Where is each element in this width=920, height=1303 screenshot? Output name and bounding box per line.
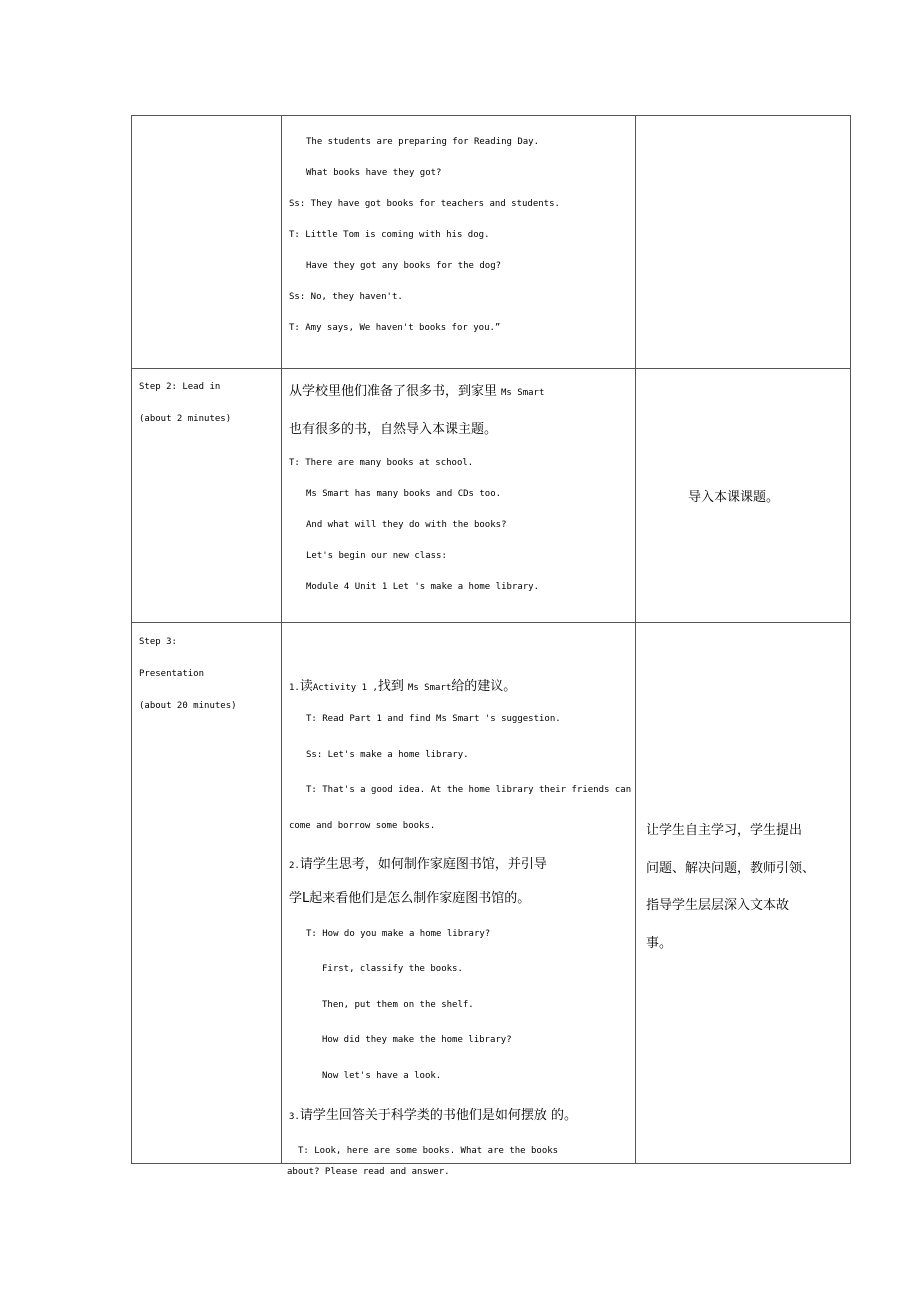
lesson-plan-table [131, 115, 851, 1164]
lead-in-description: 从学校里他们准备了很多书，到家里 Ms Smart [289, 384, 545, 399]
dialogue-line: Ss: No, they haven't. [289, 292, 403, 302]
dialogue-line: T: Look, here are some books. What are the books [298, 1146, 559, 1156]
dialogue-line: Module 4 Unit 1 Let 's make a home library. [306, 582, 539, 592]
table-row [132, 116, 851, 369]
step-title: Step 2: Lead in [139, 382, 221, 392]
note-cell [636, 623, 851, 1164]
task-2: 2.请学生思考，如何制作家庭图书馆，并引导 [289, 857, 547, 872]
teaching-note: 导入本课课题。 [688, 490, 780, 505]
dialogue-line: Have they got any books for the dog? [306, 261, 502, 271]
dialogue-line: The students are preparing for Reading Day. [306, 137, 539, 147]
dialogue-line: T: Read Part 1 and find Ms Smart 's suggestion. [306, 714, 561, 724]
lead-in-description-2: 也有很多的书，自然导入本课主题。 [289, 422, 498, 437]
note-cell [636, 369, 851, 623]
teaching-note-line: 事。 [646, 936, 673, 951]
content-cell [282, 623, 636, 1164]
step-duration: (about 2 minutes) [139, 414, 232, 424]
step-cell [132, 116, 282, 369]
dialogue-line: T: That's a good idea. At the home library their friends can [306, 785, 632, 795]
step-cell [132, 369, 282, 623]
content-cell [282, 369, 636, 623]
teaching-note-line: 指导学生层层深入文本故 [646, 898, 790, 913]
content-cell [282, 116, 636, 369]
dialogue-line: And what will they do with the books? [306, 520, 507, 530]
note-cell [636, 116, 851, 369]
table-row [132, 369, 851, 623]
dialogue-line: T: There are many books at school. [289, 458, 474, 468]
dialogue-line: Then, put them on the shelf. [322, 1000, 474, 1010]
dialogue-line: Let's begin our new class: [306, 551, 447, 561]
dialogue-line: How did they make the home library? [322, 1035, 512, 1045]
dialogue-line: Now let's have a look. [322, 1071, 442, 1081]
dialogue-continuation: about? Please read and answer. [287, 1167, 450, 1177]
step-title: Step 3: [139, 637, 177, 647]
step-duration: (about 20 minutes) [139, 701, 237, 711]
dialogue-line: come and borrow some books. [289, 821, 436, 831]
dialogue-line: Ss: Let's make a home library. [306, 750, 469, 760]
step-name: Presentation [139, 669, 205, 679]
dialogue-line: Ms Smart has many books and CDs too. [306, 489, 502, 499]
step-cell [132, 623, 282, 1164]
dialogue-line: What books have they got? [306, 168, 442, 178]
teaching-note-line: 让学生自主学习，学生提出 [646, 823, 803, 838]
dialogue-line: Ss: They have got books for teachers and students. [289, 199, 560, 209]
task-2-continued: 学L起来看他们是怎么制作家庭图书馆的。 [289, 891, 531, 906]
teaching-note-line: 问题、解决问题，教师引领、 [646, 861, 816, 876]
dialogue-line: T: Amy says, We haven't books for you.” [289, 323, 501, 333]
table-row [132, 623, 851, 1164]
dialogue-line: First, classify the books. [322, 964, 463, 974]
dialogue-line: T: Little Tom is coming with his dog. [289, 230, 490, 240]
task-1: 1.读Activity 1 ,找到 Ms Smart给的建议。 [289, 679, 517, 694]
dialogue-line: T: How do you make a home library? [306, 929, 491, 939]
task-3: 3.请学生回答关于科学类的书他们是如何摆放 的。 [289, 1108, 577, 1123]
